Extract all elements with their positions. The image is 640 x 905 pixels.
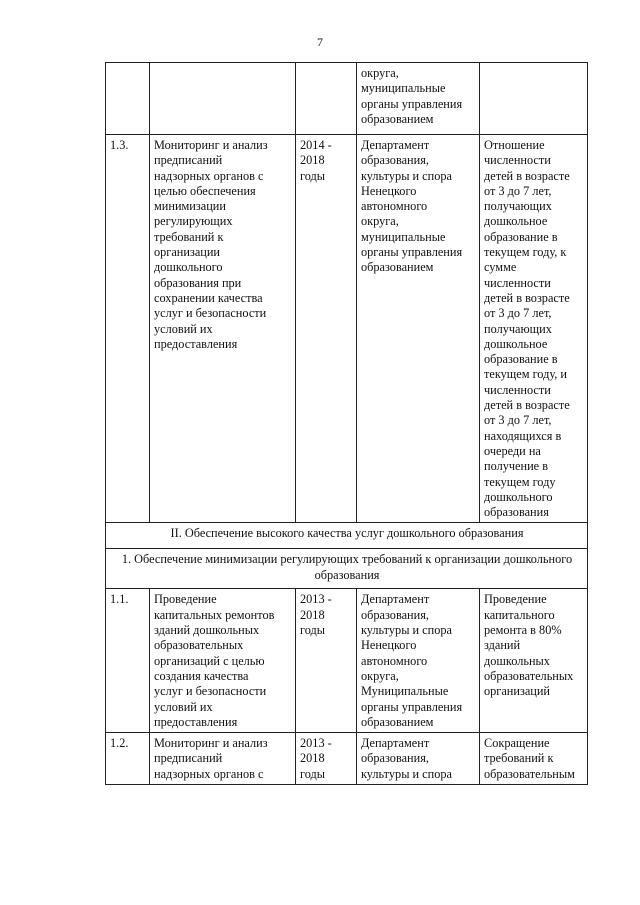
- page-number: 7: [317, 35, 323, 49]
- executor-cell: округа, муниципальные органы управления образованием: [357, 63, 480, 135]
- table-row: [106, 63, 588, 135]
- executor-cell: Департамент образования, культуры и спора Ненецкого автономного округа, муниципальные органы управления образованием: [357, 135, 480, 523]
- activity-cell: Мониторинг и анализ предписаний надзорных органов с: [150, 733, 296, 785]
- table-row: [106, 589, 588, 733]
- row-number: 1.3.: [106, 135, 150, 523]
- table-row: [106, 135, 588, 523]
- period-cell: 2013 - 2018 годы: [296, 589, 357, 733]
- section-heading: II. Обеспечение высокого качества услуг дошкольного образования: [106, 523, 588, 549]
- indicator-cell: Отношение численности детей в возрасте от 3 до 7 лет, получающих дошкольное образование в текущем году, к сумме численности детей в возрасте от 3 до 7 лет, получающих дошкольное образование в текущем году, и численности детей в возрасте от 3 до 7 лет, находящихся в очереди на получение в текущем году дошкольного образования: [480, 135, 588, 523]
- subsection-heading: 1. Обеспечение минимизации регулирующих требований к организации дошкольного образования: [106, 549, 588, 589]
- subsection-row: [106, 549, 588, 589]
- indicator-cell: Сокращение требований к образовательным: [480, 733, 588, 785]
- activity-cell: Мониторинг и анализ предписаний надзорных органов с целью обеспечения минимизации регулирующих требований к организации дошкольного образования при сохранении качества услуг и безопасности условий их предоставления: [150, 135, 296, 523]
- period-cell: 2014 - 2018 годы: [296, 135, 357, 523]
- indicator-cell: Проведение капитального ремонта в 80% зданий дошкольных образовательных организаций: [480, 589, 588, 733]
- row-number: 1.2.: [106, 733, 150, 785]
- row-number: 1.1.: [106, 589, 150, 733]
- section-row: [106, 523, 588, 549]
- period-cell: 2013 - 2018 годы: [296, 733, 357, 785]
- indicator-cell: [480, 63, 588, 135]
- period-cell: [296, 63, 357, 135]
- executor-cell: Департамент образования, культуры и спора: [357, 733, 480, 785]
- plan-table: [105, 62, 588, 785]
- activity-cell: [150, 63, 296, 135]
- row-number: [106, 63, 150, 135]
- executor-cell: Департамент образования, культуры и спора Ненецкого автономного округа, Муниципальные органы управления образованием: [357, 589, 480, 733]
- activity-cell: Проведение капитальных ремонтов зданий дошкольных образовательных организаций с целью создания качества услуг и безопасности условий их предоставления: [150, 589, 296, 733]
- table-row: [106, 733, 588, 785]
